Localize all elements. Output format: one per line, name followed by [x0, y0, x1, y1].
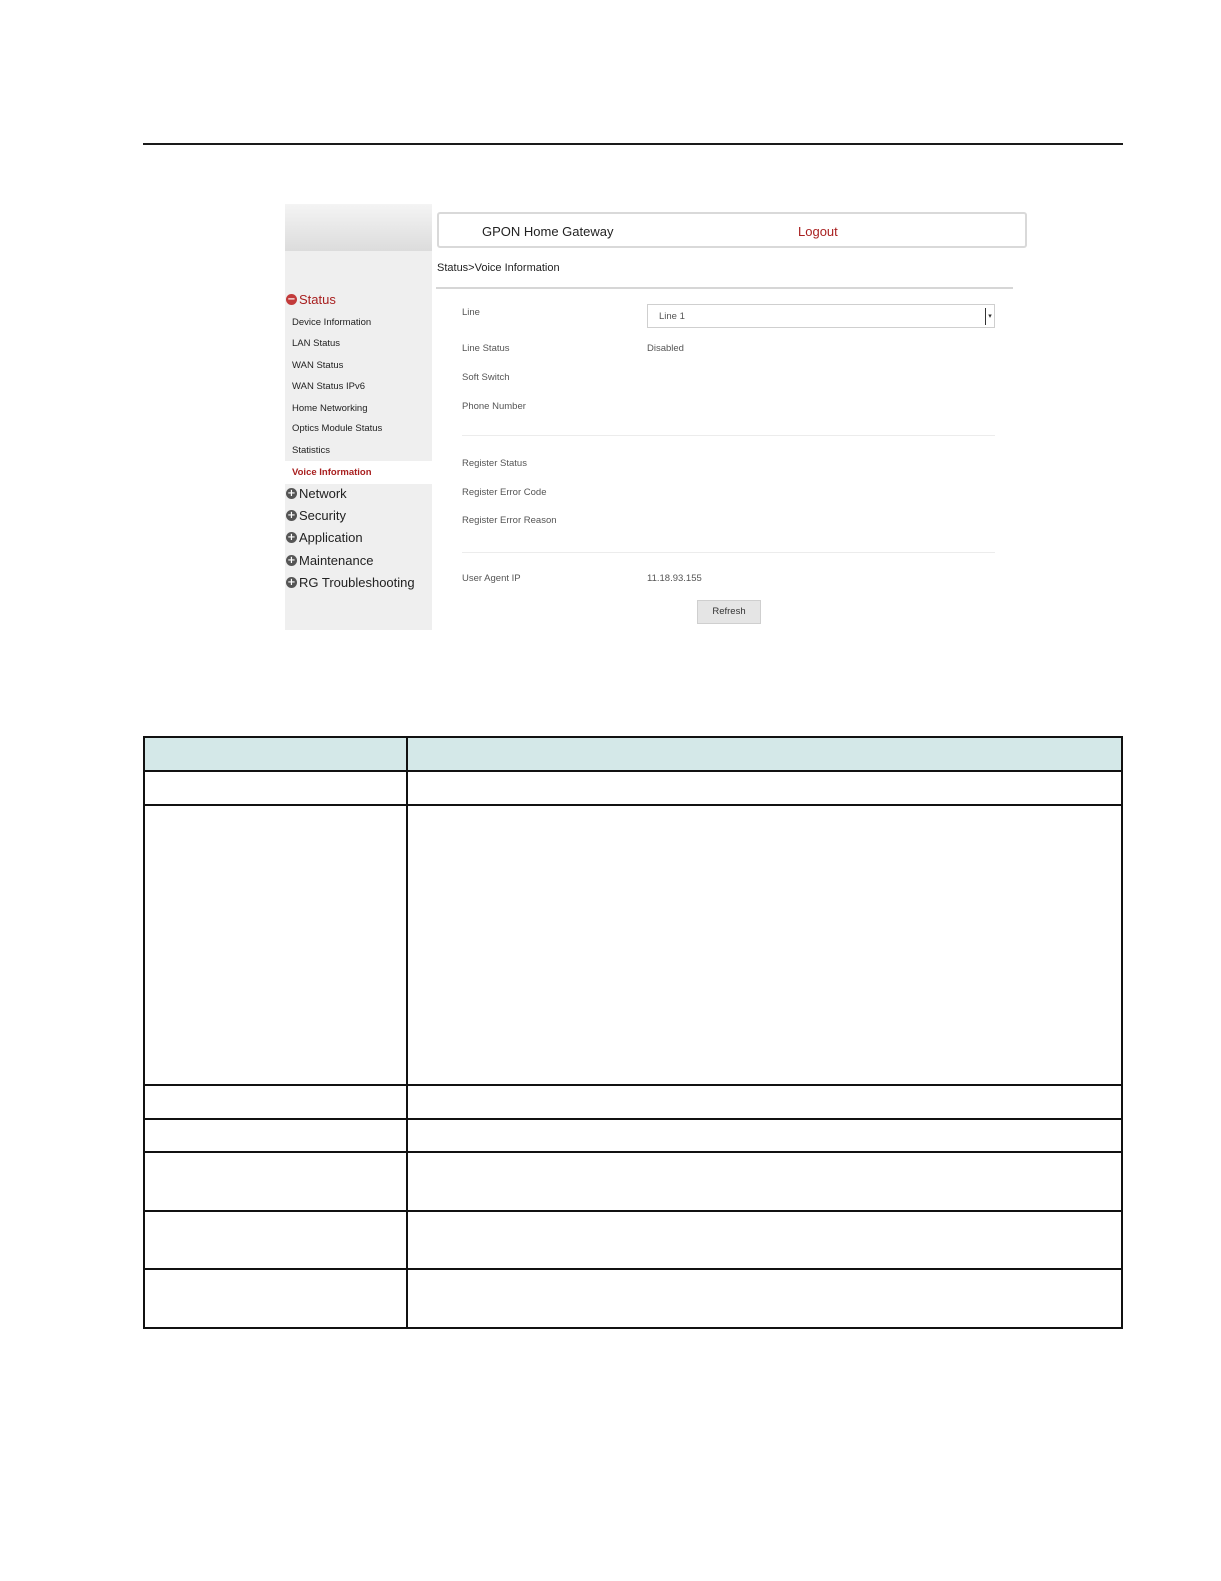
table-header-cell [144, 737, 407, 771]
collapse-icon: − [287, 294, 296, 305]
table-cell [144, 1269, 407, 1328]
register-error-code-label: Register Error Code [462, 487, 547, 498]
table-row [144, 1211, 1122, 1269]
user-agent-ip-label: User Agent IP [462, 573, 521, 584]
table-cell [144, 1211, 407, 1269]
table-row [144, 1085, 1122, 1119]
sidebar-item-optics-module-status[interactable]: Optics Module Status [292, 423, 383, 434]
line-status-value: Disabled [647, 343, 684, 354]
line-select[interactable] [647, 304, 995, 328]
table-cell [144, 1085, 407, 1119]
line-label: Line [462, 307, 480, 318]
sidebar-group-label: Network [299, 486, 347, 501]
table-row [144, 805, 1122, 1085]
section-divider [462, 552, 995, 553]
user-agent-ip-value: 11.18.93.155 [647, 573, 702, 584]
sidebar-item-lan-status[interactable]: LAN Status [292, 338, 341, 349]
gateway-screenshot [285, 204, 1033, 630]
table-row [144, 1152, 1122, 1211]
breadcrumb: Status>Voice Information [437, 262, 560, 274]
sidebar-group-label: RG Troubleshooting [299, 575, 415, 590]
table-cell [407, 1152, 1122, 1211]
refresh-button[interactable]: Refresh [697, 600, 761, 624]
expand-icon: + [287, 488, 296, 499]
table-header-cell [407, 737, 1122, 771]
register-status-label: Register Status [462, 458, 527, 469]
sidebar-group-status[interactable] [285, 292, 432, 312]
sidebar-item-label: Voice Information [292, 467, 372, 478]
expand-icon: + [287, 555, 296, 566]
sidebar-item-wan-status-ipv6[interactable]: WAN Status IPv6 [292, 381, 366, 392]
sidebar-group-network[interactable] [285, 486, 432, 506]
phone-number-label: Phone Number [462, 401, 526, 412]
sidebar-group-security[interactable] [285, 508, 432, 528]
sidebar [285, 204, 432, 630]
sidebar-group-label: Security [299, 508, 346, 523]
expand-icon: + [287, 510, 296, 521]
table-cell [407, 1211, 1122, 1269]
table-cell [407, 771, 1122, 805]
chevron-down-icon: ▾ [985, 308, 994, 325]
gateway-title: GPON Home Gateway [482, 224, 614, 239]
table-header-row [144, 737, 1122, 771]
sidebar-item-home-networking[interactable]: Home Networking [292, 403, 368, 414]
soft-switch-label: Soft Switch [462, 372, 510, 383]
sidebar-item-wan-status[interactable]: WAN Status [292, 360, 344, 371]
expand-icon: + [287, 577, 296, 588]
table-cell [144, 1119, 407, 1152]
sidebar-item-voice-information[interactable] [285, 461, 432, 484]
breadcrumb-divider [436, 287, 1013, 289]
table-row [144, 1119, 1122, 1152]
expand-icon: + [287, 532, 296, 543]
sidebar-group-maintenance[interactable] [285, 553, 432, 573]
sidebar-item-statistics[interactable]: Statistics [292, 445, 331, 456]
register-error-reason-label: Register Error Reason [462, 515, 557, 526]
sidebar-logo-area [285, 204, 432, 251]
table-cell [407, 1085, 1122, 1119]
table-row [144, 1269, 1122, 1328]
table-cell [407, 1269, 1122, 1328]
table-cell [144, 771, 407, 805]
sidebar-group-label: Application [299, 530, 363, 545]
sidebar-item-device-information[interactable]: Device Information [292, 317, 372, 328]
table-cell [144, 805, 407, 1085]
page-top-rule [143, 143, 1123, 145]
gateway-header [437, 212, 1027, 248]
description-table [143, 736, 1123, 1329]
line-select-value: Line 1 [659, 311, 685, 322]
table-cell [407, 1119, 1122, 1152]
sidebar-group-rg-troubleshooting[interactable] [285, 575, 432, 595]
sidebar-group-label: Status [299, 292, 336, 307]
logout-link[interactable]: Logout [798, 224, 838, 239]
sidebar-group-label: Maintenance [299, 553, 374, 568]
section-divider [462, 435, 995, 436]
sidebar-group-application[interactable] [285, 530, 432, 550]
table-cell [407, 805, 1122, 1085]
table-cell [144, 1152, 407, 1211]
table-row [144, 771, 1122, 805]
line-status-label: Line Status [462, 343, 510, 354]
